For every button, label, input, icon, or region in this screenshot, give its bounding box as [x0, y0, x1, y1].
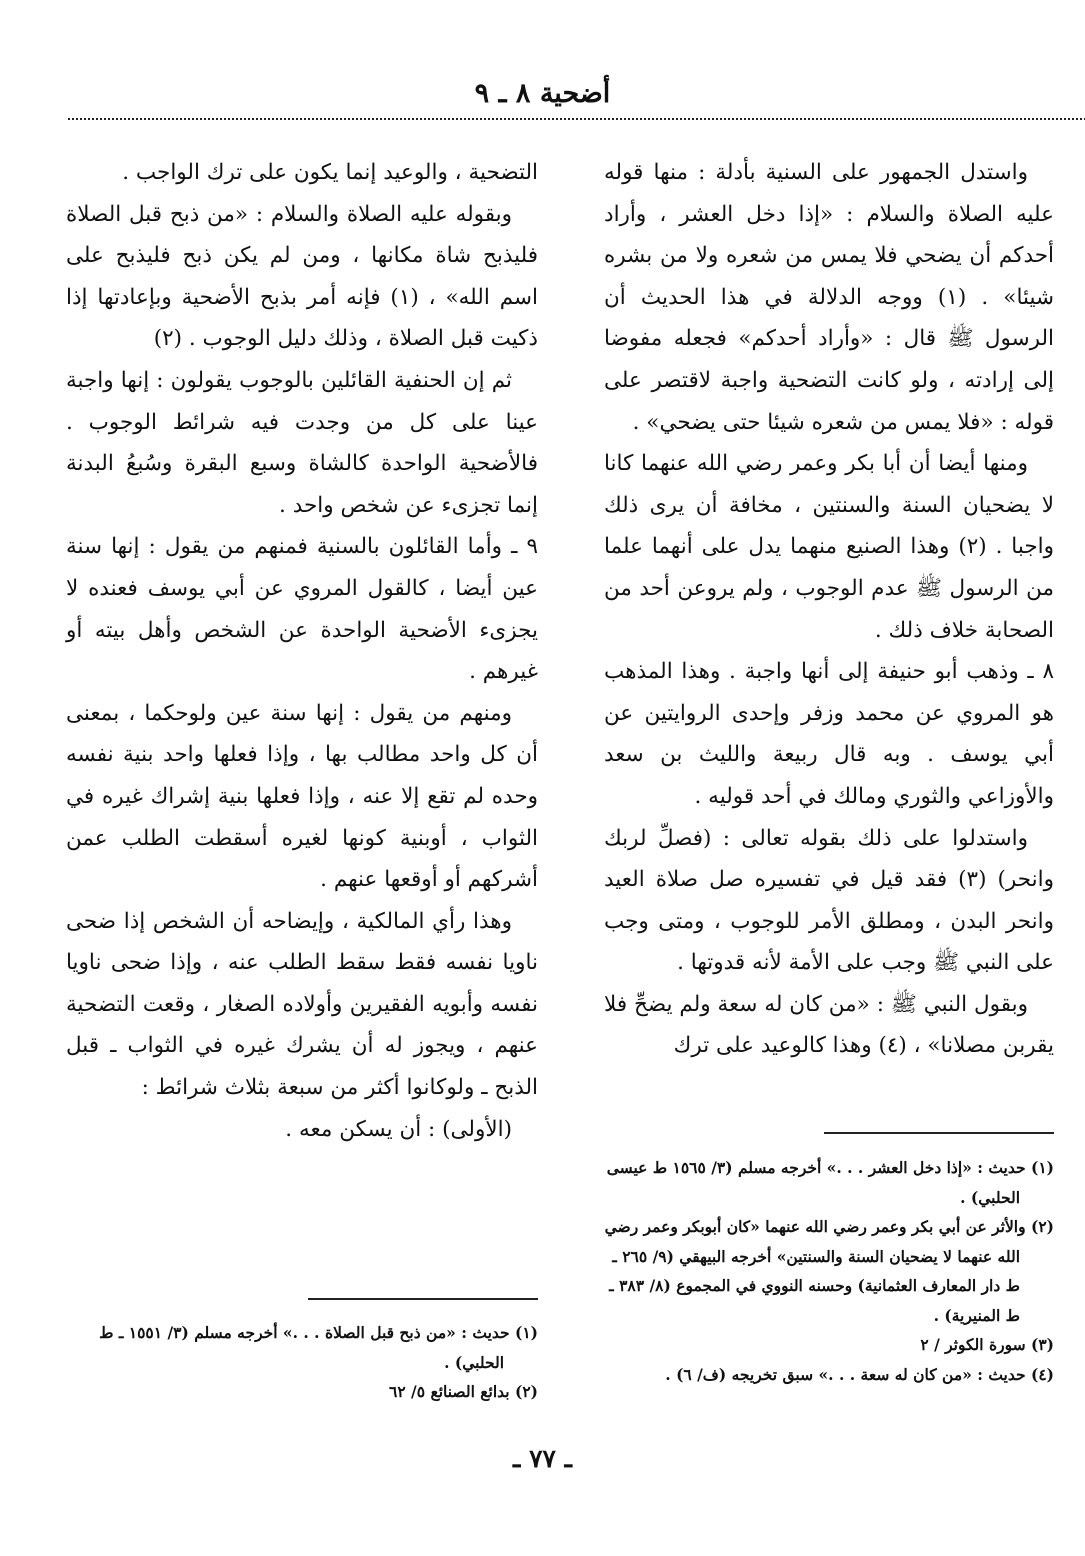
footnote-divider: [824, 1132, 1054, 1134]
paragraph: ٩ ـ وأما القائلون بالسنية فمنهم من يقول : إنها سنة عين أيضا ، كالقول المروي عن أبي يوسف فعنده لا يجزىء الأضحية الواحدة عن الشخص وأهل بيته أو غيرهم .: [66, 534, 538, 685]
paragraph: واستدل الجمهور على السنية بأدلة : منها قوله عليه الصلاة والسلام : «إذا دخل العشر ، وأراد أحدكم أن يضحي فلا يمس من شعره ولا من بشره شيئا» . (١) ووجه الدلالة في هذا الحديث أن الرسول ﷺ قال : «وأراد أحدكم» فجعله مفوضا إلى إرادته ، ولو كانت التضحية واجبة لاقتصر على قوله : «فلا يمس من شعره شيئا حتى يضحي» .: [604, 160, 1054, 435]
footnotes-left: [66, 1318, 538, 1407]
paragraph: وهذا رأي المالكية ، وإيضاحه أن الشخص إذا ضحى ناويا نفسه فقط سقط الطلب عنه ، وإذا ضحى ناويا نفسه وأبويه الفقيرين وأولاده الصغار ، وقعت التضحية عنهم ، ويجوز له أن يشرك غيره في الثواب ـ قبل الذبح ـ ولوكانوا أكثر من سبعة بثلاث شرائط :: [66, 908, 538, 1101]
paragraph: ومنهم من يقول : إنها سنة عين ولوحكما ، بمعنى أن كل واحد مطالب بها ، وإذا فعلها واحد بنية نفسه وحده لم تقع إلا عنه ، وإذا فعلها بنية إشراك غيره في الثواب ، أوبنية كونها لغيره أسقطت الطلب عمن أشركهم أو أوقعها عنهم .: [66, 700, 538, 893]
footnote: (٤) حديث : «من كان له سعة . . .» سبق تخريجه (ف/ ٦) .: [665, 1364, 1054, 1384]
footnote: (٣) سورة الكوثر / ٢: [920, 1335, 1054, 1354]
paragraph: وبقول النبي ﷺ : «من كان له سعة ولم يضحِّ فلا يقربن مصلانا» ، (٤) وهذا كالوعيد على ترك: [604, 991, 1054, 1059]
paragraph: واستدلوا على ذلك بقوله تعالى : (فصلِّ لربك وانحر) (٣) فقد قيل في تفسيره صل صلاة العيد وانحر البدن ، ومطلق الأمر للوجوب ، ومتى وجب على النبي ﷺ وجب على الأمة لأنه قدوتها .: [604, 825, 1055, 976]
running-header: أضحية ٨ ـ ٩: [474, 78, 611, 109]
footnotes-right: [604, 1153, 1054, 1389]
footnote: (١) حديث : «إذا دخل العشر . . .» أخرجه مسلم (٣/ ١٥٦٥ ط عيسى الحلبي) .: [606, 1158, 1054, 1207]
paragraph: (الأولى) : أن يسكن معه .: [285, 1116, 512, 1142]
footnote: (١) حديث : «من ذبح قبل الصلاة . . .» أخرجه مسلم (٣/ ١٥٥١ ـ ط الحلبي) .: [99, 1323, 538, 1372]
paragraph: التضحية ، والوعيد إنما يكون على ترك الواجب .: [122, 160, 538, 185]
footnote-divider: [308, 1298, 538, 1300]
right-column: [604, 152, 1054, 1067]
paragraph: ومنها أيضا أن أبا بكر وعمر رضي الله عنهما كانا لا يضحيان السنة والسنتين ، مخافة أن يرى ذلك واجبا . (٢) وهذا الصنيع منهما يدل على أنهما علما من الرسول ﷺ عدم الوجوب ، ولم يروعن أحد من الصحابة خلاف ذلك .: [604, 451, 1054, 643]
footnote: (٢) والأثر عن أبي بكر وعمر رضي الله عنهما «كان أبوبكر وعمر رضي الله عنهما لا يضحيان السنة والسنتين» أخرجه البيهقي (٩/ ٢٦٥ ـ ط دار المعارف العثمانية) وحسنه النووي في المجموع (٨/ ٣٨٣ ـ ط المنيرية) .: [604, 1217, 1054, 1325]
left-column: [66, 152, 538, 1150]
page-number: ـ ٧٧ ـ: [513, 1444, 572, 1473]
header-divider: [68, 118, 1085, 120]
paragraph: ٨ ـ وذهب أبو حنيفة إلى أنها واجبة . وهذا المذهب هو المروي عن محمد وزفر وإحدى الروايتين عن أبي يوسف . وبه قال ربيعة والليث بن سعد والأوزاعي والثوري ومالك في أحد قوليه .: [604, 659, 1054, 809]
paragraph: وبقوله عليه الصلاة والسلام : «من ذبح قبل الصلاة فليذبح شاة مكانها ، ومن لم يكن ذبح فليذبح على اسم الله» ، (١) فإنه أمر بذبح الأضحية وبإعادتها إذا ذكيت قبل الصلاة ، وذلك دليل الوجوب . (٢): [66, 201, 539, 352]
paragraph: ثم إن الحنفية القائلين بالوجوب يقولون : إنها واجبة عينا على كل من وجدت فيه شرائط الوجوب . فالأضحية الواحدة كالشاة وسبع البقرة وسُبعُ البدنة إنما تجزىء عن شخص واحد .: [66, 367, 538, 518]
footnote: (٢) بدائع الصنائع ٥/ ٦٢: [389, 1382, 538, 1401]
